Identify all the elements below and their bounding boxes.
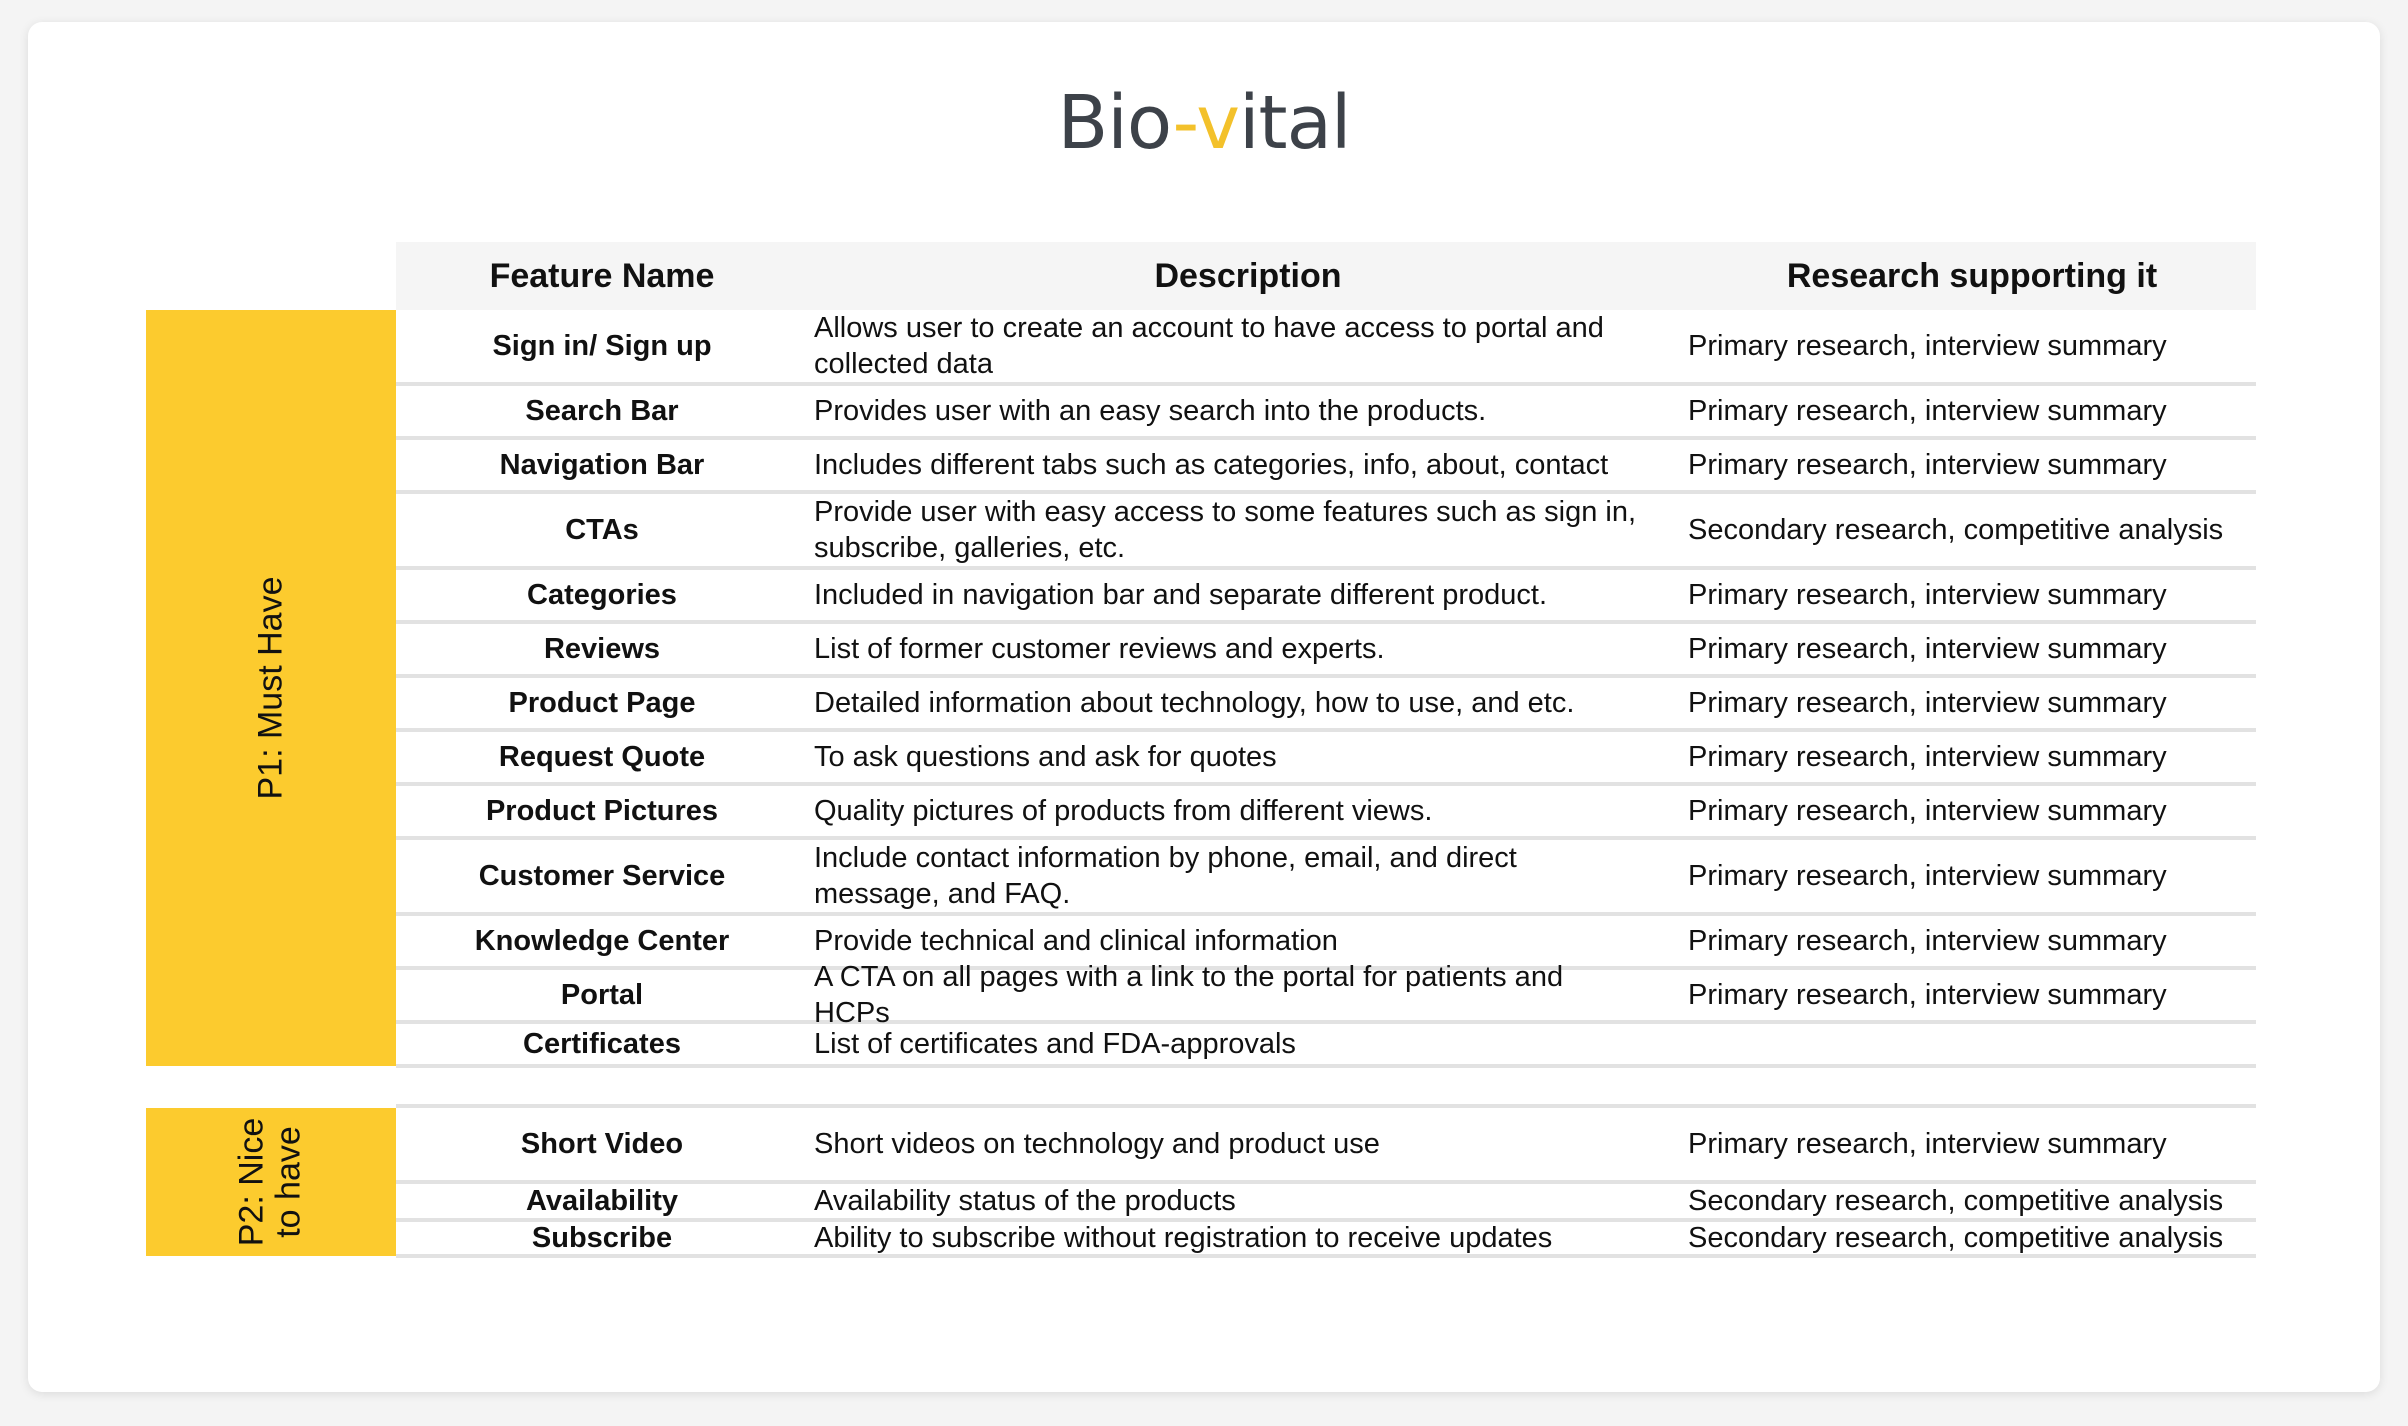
- table-row: [396, 440, 2256, 494]
- header-description: Description: [1154, 257, 1342, 295]
- description-cell: Allows user to create an account to have access to portal and collected data: [814, 312, 1604, 380]
- research-cell: Primary research, interview summary: [1688, 449, 2167, 481]
- description-cell: Availability status of the products: [814, 1185, 1236, 1217]
- research-cell: Primary research, interview summary: [1688, 687, 2167, 719]
- research-cell: Primary research, interview summary: [1688, 795, 2167, 827]
- feature-name-cell: Knowledge Center: [474, 925, 730, 957]
- description-cell: Included in navigation bar and separate different product.: [814, 579, 1548, 611]
- description-cell: Detailed information about technology, how to use, and etc.: [814, 687, 1575, 719]
- feature-name-cell: Request Quote: [498, 741, 706, 773]
- table-row: [396, 624, 2256, 678]
- description-cell: To ask questions and ask for quotes: [814, 741, 1277, 773]
- p2-top-divider: [396, 1104, 2256, 1108]
- table-row: [396, 386, 2256, 440]
- table-row: [396, 1108, 2256, 1184]
- research-cell: Secondary research, competitive analysis: [1688, 514, 2224, 546]
- description-cell: Includes different tabs such as categories, info, about, contact: [814, 449, 1609, 481]
- header-feature-name: Feature Name: [489, 257, 715, 295]
- table-row: [396, 570, 2256, 624]
- research-cell: Secondary research, competitive analysis: [1688, 1222, 2224, 1254]
- table-row: [396, 1024, 2256, 1068]
- feature-name-cell: Product Pictures: [485, 795, 719, 827]
- research-cell: Primary research, interview summary: [1688, 1128, 2167, 1160]
- feature-name-cell: Navigation Bar: [499, 449, 705, 481]
- priority-p2-band: [146, 1108, 396, 1256]
- table-row: [396, 840, 2256, 916]
- feature-name-cell: Reviews: [543, 633, 661, 665]
- biovital-logo: Bio-vital: [1057, 80, 1351, 166]
- feature-name-cell: Certificates: [523, 1028, 681, 1060]
- description-cell: Short videos on technology and product use: [814, 1128, 1380, 1160]
- description-cell: List of former customer reviews and experts.: [814, 633, 1385, 665]
- research-cell: Primary research, interview summary: [1688, 925, 2167, 957]
- description-cell: Provides user with an easy search into the products.: [814, 395, 1487, 427]
- header-research: Research supporting it: [1786, 257, 2158, 295]
- research-cell: Primary research, interview summary: [1688, 860, 2167, 892]
- research-cell: Primary research, interview summary: [1688, 395, 2167, 427]
- table-row: [396, 732, 2256, 786]
- feature-name-cell: Portal: [560, 979, 644, 1011]
- description-cell: Quality pictures of products from different views.: [814, 795, 1433, 827]
- research-cell: Primary research, interview summary: [1688, 633, 2167, 665]
- feature-name-cell: Availability: [525, 1185, 679, 1217]
- feature-name-cell: Customer Service: [478, 860, 726, 892]
- table-row: [396, 678, 2256, 732]
- feature-name-cell: Sign in/ Sign up: [492, 330, 712, 362]
- description-cell: Provide user with easy access to some features such as sign in, subscribe, galleries, etc.: [814, 496, 1637, 564]
- table-row: [396, 1184, 2256, 1222]
- description-cell: Provide technical and clinical information: [814, 925, 1338, 957]
- table-row: [396, 961, 2256, 1029]
- feature-name-cell: Short Video: [520, 1128, 684, 1160]
- research-cell: Primary research, interview summary: [1688, 979, 2167, 1011]
- feature-name-cell: Subscribe: [531, 1222, 673, 1254]
- research-cell: [1688, 1024, 2248, 1064]
- description-cell: A CTA on all pages with a link to the portal for patients and HCPs: [814, 961, 1564, 1029]
- research-cell: Secondary research, competitive analysis: [1688, 1185, 2224, 1217]
- table-row: [396, 310, 2256, 386]
- feature-name-cell: Product Page: [508, 687, 696, 719]
- table-row: [396, 494, 2256, 570]
- table-row: [396, 786, 2256, 840]
- description-cell: List of certificates and FDA-approvals: [814, 1028, 1296, 1060]
- description-cell: Include contact information by phone, email, and direct message, and FAQ.: [814, 842, 1517, 910]
- logo-pulse-mark: -: [1172, 80, 1197, 166]
- feature-name-cell: Categories: [527, 579, 677, 611]
- priority-p2-label: P2: Nice to have: [232, 1117, 308, 1247]
- table-row: [396, 1222, 2256, 1258]
- feature-name-cell: Search Bar: [525, 395, 679, 427]
- research-cell: Primary research, interview summary: [1688, 579, 2167, 611]
- feature-name-cell: CTAs: [565, 514, 639, 546]
- research-cell: Primary research, interview summary: [1688, 330, 2167, 362]
- priority-p1-label: P1: Must Have: [251, 576, 290, 800]
- research-cell: Primary research, interview summary: [1688, 741, 2167, 773]
- description-cell: Ability to subscribe without registration to receive updates: [814, 1222, 1553, 1254]
- priority-p1-band: [146, 310, 396, 1066]
